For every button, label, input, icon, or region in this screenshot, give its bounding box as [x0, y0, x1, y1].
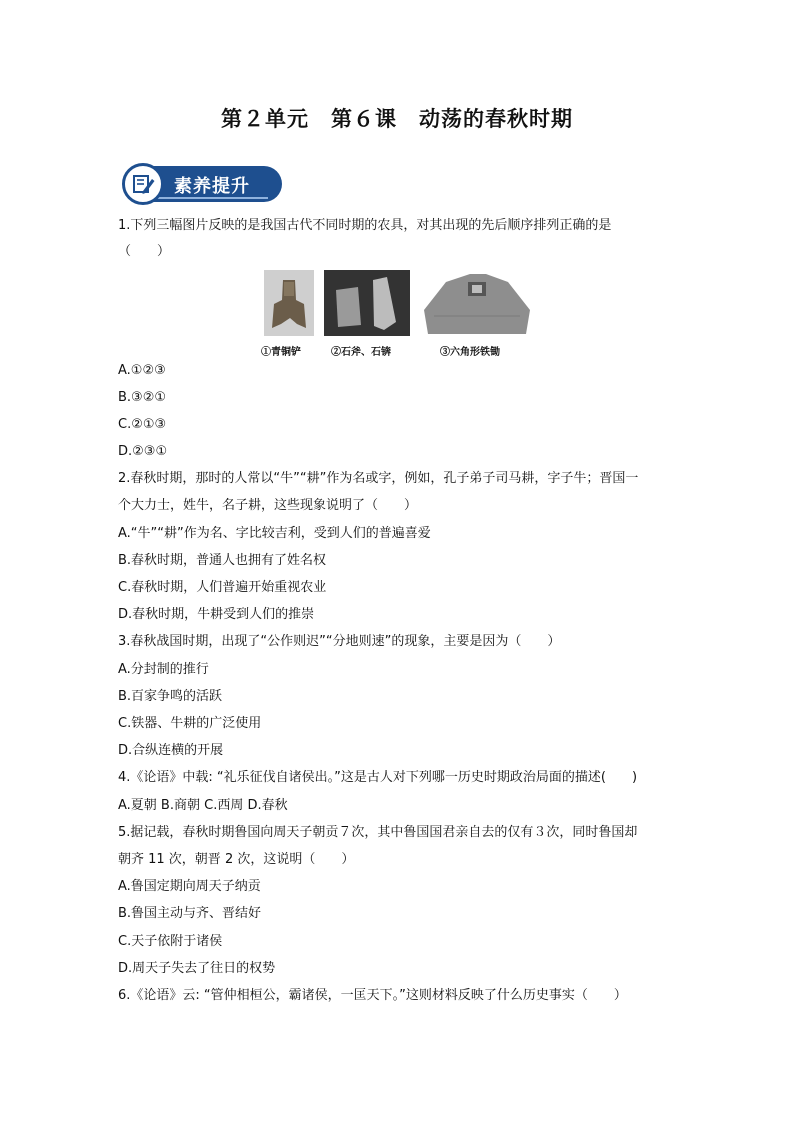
- q1-stem: 1.下列三幅图片反映的是我国古代不同时期的农具，对其出现的先后顺序排列正确的是: [118, 218, 612, 233]
- q5-stem-1: 5.据记载，春秋时期鲁国向周天子朝贡７次，其中鲁国国君亲自去的仅有３次，同时鲁国却: [118, 825, 638, 840]
- q2-option-c: C.春秋时期，人们普遍开始重视农业: [118, 580, 327, 595]
- q1-option-a: A.①②③: [118, 363, 166, 378]
- pencil-icon: [122, 163, 164, 205]
- q3-option-d: D.合纵连横的开展: [118, 743, 224, 758]
- q5-option-a: A.鲁国定期向周天子纳贡: [118, 879, 261, 894]
- q1-option-c: C.②①③: [118, 417, 167, 432]
- q5-stem-2: 朝齐 11 次，朝晋 2 次，这说明（ ）: [118, 852, 355, 867]
- q3-option-c: C.铁器、牛耕的广泛使用: [118, 716, 262, 731]
- farm-tools-figure: [261, 270, 534, 360]
- stone-axe-image: [324, 270, 410, 336]
- caption-1: ①青铜铲: [261, 347, 301, 358]
- q2-stem-1: 2.春秋时期，那时的人常以“牛”“耕”作为名或字，例如，孔子弟子司马耕，字子牛；晋国一: [118, 471, 639, 486]
- q2-option-d: D.春秋时期，牛耕受到人们的推崇: [118, 607, 315, 622]
- caption-2: ②石斧、石锛: [331, 347, 391, 358]
- q4-stem: 4.《论语》中载: “礼乐征伐自诸侯出。”这是古人对下列哪一历史时期政治局面的描述( ): [118, 770, 638, 785]
- q2-option-b: B.春秋时期，普通人也拥有了姓名权: [118, 553, 327, 568]
- caption-3: ③六角形铁锄: [440, 347, 500, 358]
- banner-label: 素养提升: [174, 176, 250, 197]
- section-banner: [122, 163, 282, 205]
- q1-option-b: B.③②①: [118, 390, 167, 405]
- page-title: 第２单元 第６课 动荡的春秋时期: [221, 106, 573, 131]
- q4-options: A.夏朝 B.商朝 C.西周 D.春秋: [118, 798, 288, 813]
- q3-option-b: B.百家争鸣的活跃: [118, 689, 223, 704]
- q5-option-b: B.鲁国主动与齐、晋结好: [118, 906, 262, 921]
- q2-option-a: A.“牛”“耕”作为名、字比较吉利，受到人们的普遍喜爱: [118, 526, 431, 541]
- q5-option-d: D.周天子失去了往日的权势: [118, 961, 276, 976]
- q2-stem-2: 个大力士，姓牛，名子耕，这些现象说明了（ ）: [118, 498, 418, 513]
- q6-stem: 6.《论语》云: “管仲相桓公，霸诸侯，一匡天下。”这则材料反映了什么历史事实（ ）: [118, 988, 627, 1003]
- iron-hoe-image: [420, 270, 534, 336]
- q1-option-d: D.②③①: [118, 444, 168, 459]
- bronze-spade-image: [264, 270, 314, 336]
- q1-bracket: （ ）: [118, 244, 171, 259]
- q3-option-a: A.分封制的推行: [118, 662, 209, 677]
- q5-option-c: C.天子依附于诸侯: [118, 934, 223, 949]
- q3-stem: 3.春秋战国时期，出现了“公作则迟”“分地则速”的现象，主要是因为（ ）: [118, 634, 561, 649]
